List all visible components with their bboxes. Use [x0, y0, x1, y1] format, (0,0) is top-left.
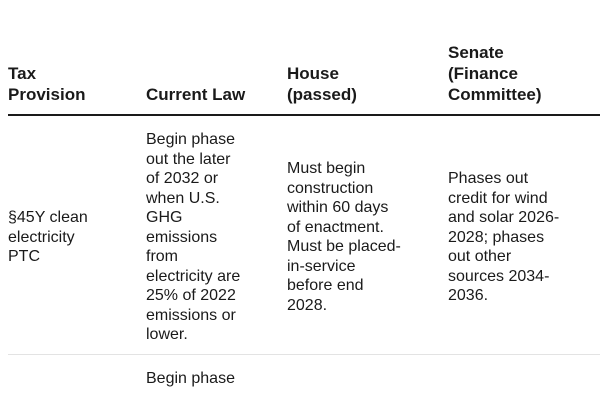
- row1-senate: Phases out credit for wind and solar 2026- 2028; phases out other sources 2034- 2036.: [448, 170, 560, 304]
- row1-house: Must begin construction within 60 days of enactment. Must be placed- in-service before end 2028.: [287, 160, 401, 314]
- header-current-law: Current Law: [146, 85, 246, 104]
- header-divider: [8, 114, 600, 116]
- row2-current-law: Begin phase: [146, 370, 235, 387]
- header-house-passed: House (passed): [287, 64, 357, 104]
- row1-provision: §45Y clean electricity PTC: [8, 209, 88, 265]
- row1-current-law: Begin phase out the later of 2032 or when U.S. GHG emissions from electricity are 25% of 2022 emissions or lower.: [146, 131, 241, 343]
- row-divider: [8, 354, 600, 355]
- header-tax-provision: Tax Provision: [8, 64, 86, 104]
- header-senate-finance-committee: Senate (Finance Committee): [448, 43, 542, 104]
